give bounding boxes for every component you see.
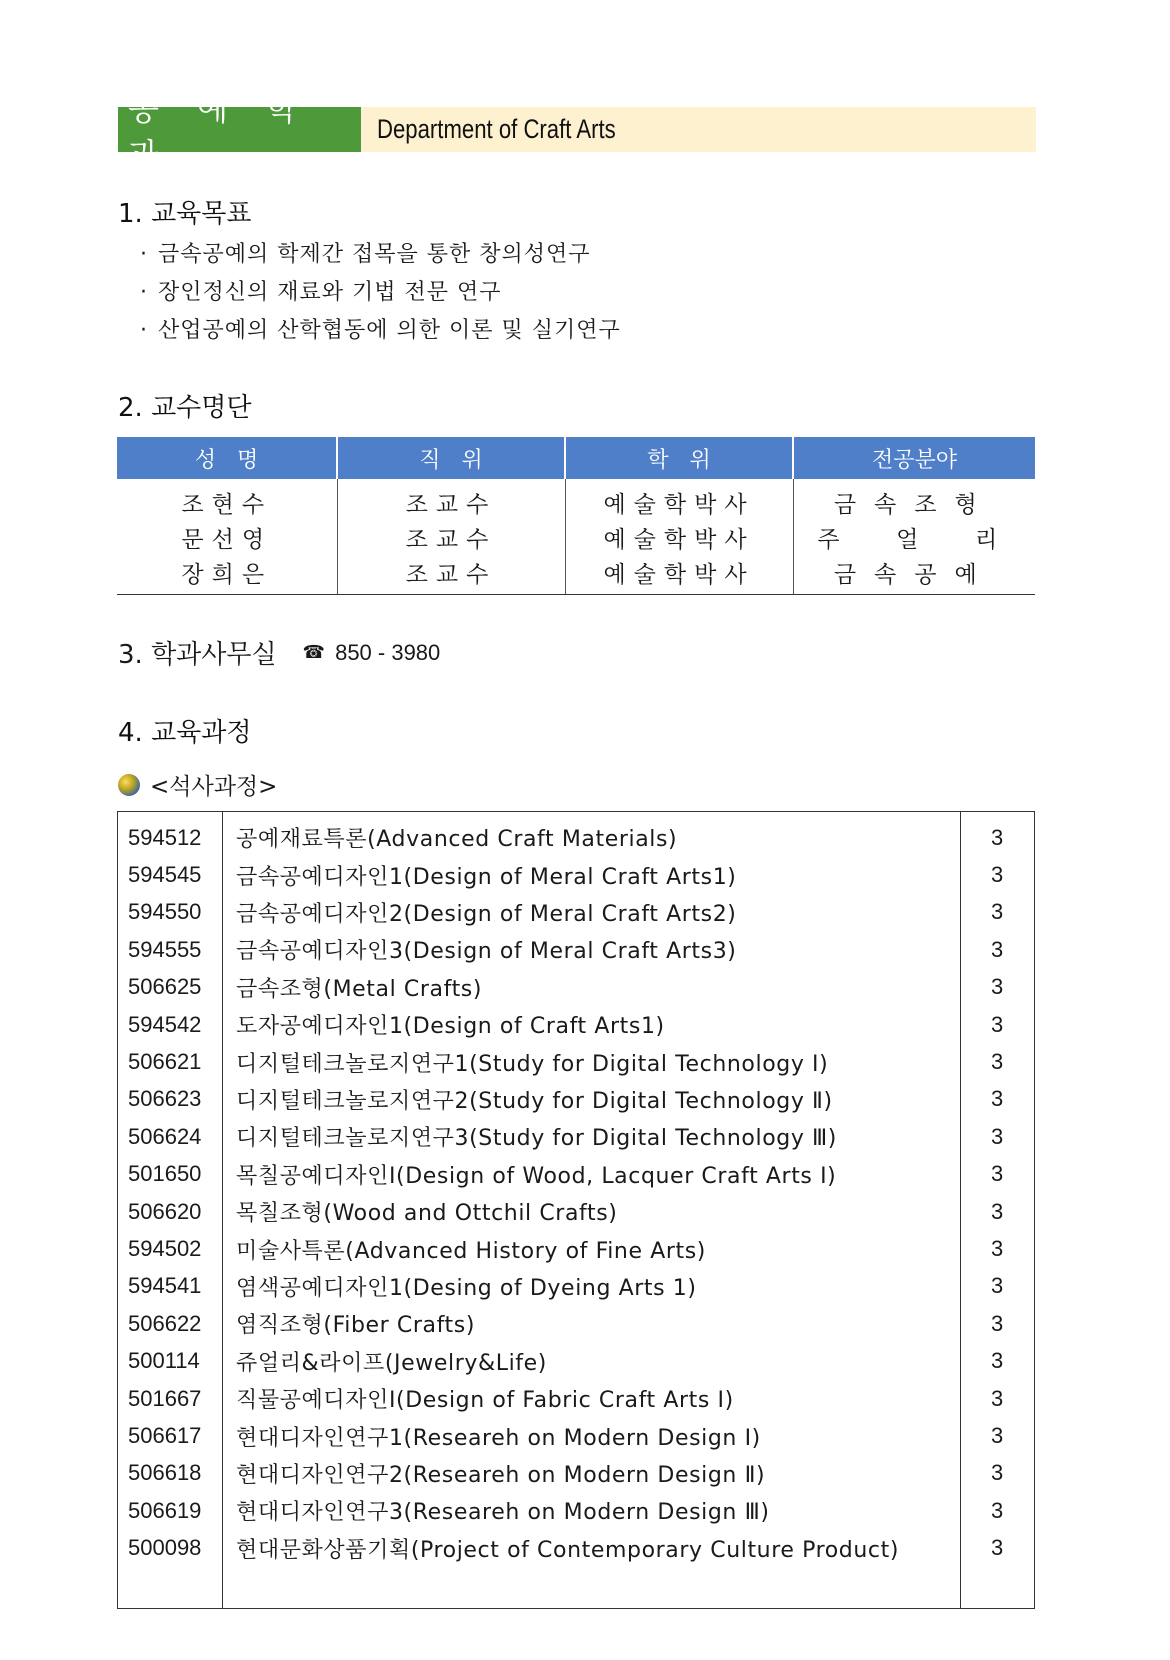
globe-bullet-icon xyxy=(118,774,140,796)
faculty-row xyxy=(117,479,1035,520)
faculty-header-row xyxy=(117,437,1035,479)
department-banner xyxy=(118,89,1036,174)
course-name: 목칠공예디자인Ⅰ(Design of Wood, Lacquer Craft Arts Ⅰ) xyxy=(236,1163,837,1189)
course-code: 506617 xyxy=(128,1423,202,1449)
header-name: 성 명 xyxy=(117,437,337,479)
course-code: 500114 xyxy=(128,1348,200,1374)
course-credit: 3 xyxy=(991,824,1004,850)
department-title-korean: 공 예 학 과 xyxy=(118,107,361,152)
course-row xyxy=(118,931,1034,968)
course-credit: 3 xyxy=(991,1236,1004,1262)
course-row xyxy=(118,894,1034,931)
header-major: 전공분야 xyxy=(793,437,1035,479)
faculty-name: 조현수 xyxy=(181,492,273,518)
course-row xyxy=(118,1530,1034,1567)
course-row xyxy=(118,1417,1034,1454)
bullet-dot: · xyxy=(140,318,148,343)
course-code: 594550 xyxy=(128,899,202,925)
department-title-english-box xyxy=(361,107,1036,152)
course-row xyxy=(118,1268,1034,1305)
curriculum-title: 4. 교육과정 xyxy=(118,718,252,748)
course-credit: 3 xyxy=(991,1086,1004,1112)
faculty-row xyxy=(117,555,1035,595)
course-credit: 3 xyxy=(991,1497,1004,1523)
course-row xyxy=(118,1343,1034,1380)
masters-course-label: <석사과정> xyxy=(150,774,278,800)
course-code: 506621 xyxy=(128,1049,202,1075)
course-row xyxy=(118,819,1034,856)
course-table xyxy=(117,811,1035,1609)
course-code: 506623 xyxy=(128,1086,202,1112)
course-credit: 3 xyxy=(991,1273,1004,1299)
course-row xyxy=(118,1230,1034,1267)
course-code: 506625 xyxy=(128,974,202,1000)
course-credit: 3 xyxy=(991,1123,1004,1149)
course-credit: 3 xyxy=(991,974,1004,1000)
course-code: 501650 xyxy=(128,1161,202,1187)
faculty-major: 금속조형 xyxy=(793,479,1035,520)
course-credit: 3 xyxy=(991,862,1004,888)
faculty-row xyxy=(117,520,1035,555)
course-name: 쥬얼리&라이프(Jewelry&Life) xyxy=(236,1350,547,1376)
course-name: 금속공예디자인1(Design of Meral Craft Arts1) xyxy=(236,864,737,890)
course-name: 염색공예디자인1(Desing of Dyeing Arts 1) xyxy=(236,1275,697,1301)
faculty-name: 장희은 xyxy=(117,555,337,595)
bullet-dot: · xyxy=(140,242,148,267)
bullet-dot: · xyxy=(140,280,148,305)
faculty-degree: 예술학박사 xyxy=(565,520,793,555)
course-name: 금속조형(Metal Crafts) xyxy=(236,976,483,1002)
course-code: 506622 xyxy=(128,1310,202,1336)
faculty-position: 조교수 xyxy=(337,520,565,555)
course-credit: 3 xyxy=(991,899,1004,925)
education-goals-list xyxy=(140,236,621,350)
course-row xyxy=(118,1492,1034,1529)
masters-course-heading xyxy=(118,768,277,801)
course-row xyxy=(118,1156,1034,1193)
header-degree: 학 위 xyxy=(565,437,793,479)
goal-item: · 산업공예의 산학협동에 의한 이론 및 실기연구 xyxy=(140,312,621,350)
course-name: 디지털테크놀로지연구1(Study for Digital Technology Ⅰ) xyxy=(236,1051,829,1077)
course-code: 594555 xyxy=(128,936,202,962)
office-title: 3. 학과사무실 xyxy=(118,640,277,670)
goal-item: · 장인정신의 재료와 기법 전문 연구 xyxy=(140,274,621,312)
course-name: 현대문화상품기획(Project of Contemporary Culture Product) xyxy=(236,1537,900,1563)
course-name: 금속공예디자인2(Design of Meral Craft Arts2) xyxy=(236,901,737,927)
faculty-name: 문선영 xyxy=(181,527,273,553)
course-row xyxy=(118,1455,1034,1492)
course-credit: 3 xyxy=(991,1049,1004,1075)
course-code: 500098 xyxy=(128,1535,202,1561)
course-credit: 3 xyxy=(991,1348,1004,1374)
course-row xyxy=(118,1043,1034,1080)
course-code: 501667 xyxy=(128,1385,202,1411)
course-credit: 3 xyxy=(991,1011,1004,1037)
course-code: 594542 xyxy=(128,1011,202,1037)
course-row xyxy=(118,1081,1034,1118)
course-credit: 3 xyxy=(991,1385,1004,1411)
course-credit: 3 xyxy=(991,936,1004,962)
course-name: 미술사특론(Advanced History of Fine Arts) xyxy=(236,1238,706,1264)
course-name: 직물공예디자인Ⅰ(Design of Fabric Craft Arts Ⅰ) xyxy=(236,1388,734,1414)
course-name: 도자공예디자인1(Design of Craft Arts1) xyxy=(236,1014,665,1040)
course-row xyxy=(118,969,1034,1006)
header-position: 직 위 xyxy=(337,437,565,479)
course-credit: 3 xyxy=(991,1161,1004,1187)
course-name: 염직조형(Fiber Crafts) xyxy=(236,1313,476,1339)
course-code: 594502 xyxy=(128,1236,202,1262)
course-name: 목칠조형(Wood and Ottchil Crafts) xyxy=(236,1201,618,1227)
faculty-position: 조교수 xyxy=(337,555,565,595)
course-name: 공예재료특론(Advanced Craft Materials) xyxy=(236,827,678,853)
course-row xyxy=(118,1193,1034,1230)
course-code: 506624 xyxy=(128,1123,202,1149)
course-code: 594545 xyxy=(128,862,202,888)
faculty-degree: 예술학박사 xyxy=(565,479,793,520)
course-credit: 3 xyxy=(991,1460,1004,1486)
course-credit: 3 xyxy=(991,1423,1004,1449)
course-credit: 3 xyxy=(991,1535,1004,1561)
course-name: 금속공예디자인3(Design of Meral Craft Arts3) xyxy=(236,939,737,965)
course-row xyxy=(118,1006,1034,1043)
course-name: 현대디자인연구3(Researeh on Modern Design Ⅲ) xyxy=(236,1500,770,1526)
course-row xyxy=(118,1118,1034,1155)
office-phone-number: 850 - 3980 xyxy=(335,639,441,665)
course-code: 506618 xyxy=(128,1460,202,1486)
faculty-major: 금속공예 xyxy=(793,555,1035,595)
faculty-title: 2. 교수명단 xyxy=(118,393,252,423)
course-code: 594512 xyxy=(128,824,202,850)
telephone-icon: ☎ xyxy=(302,642,326,663)
faculty-position: 조교수 xyxy=(337,479,565,520)
education-goals-title: 1. 교육목표 xyxy=(118,199,252,229)
course-code: 506619 xyxy=(128,1497,202,1523)
course-code: 594541 xyxy=(128,1273,202,1299)
course-name: 현대디자인연구1(Researeh on Modern Design Ⅰ) xyxy=(236,1425,761,1451)
course-credit: 3 xyxy=(991,1310,1004,1336)
course-row xyxy=(118,856,1034,893)
course-credit: 3 xyxy=(991,1198,1004,1224)
faculty-table xyxy=(117,437,1035,595)
course-code: 506620 xyxy=(128,1198,202,1224)
course-name: 디지털테크놀로지연구3(Study for Digital Technology Ⅲ) xyxy=(236,1126,837,1152)
course-name: 현대디자인연구2(Researeh on Modern Design Ⅱ) xyxy=(236,1462,766,1488)
course-row xyxy=(118,1380,1034,1417)
course-row xyxy=(118,1305,1034,1342)
goal-item: · 금속공예의 학제간 접목을 통한 창의성연구 xyxy=(140,236,621,274)
department-title-english: Department of Craft Arts xyxy=(377,114,616,144)
department-office xyxy=(118,634,440,671)
course-name: 디지털테크놀로지연구2(Study for Digital Technology Ⅱ) xyxy=(236,1088,833,1114)
faculty-degree: 예술학박사 xyxy=(565,555,793,595)
faculty-major: 주 얼 리 xyxy=(793,520,1035,555)
